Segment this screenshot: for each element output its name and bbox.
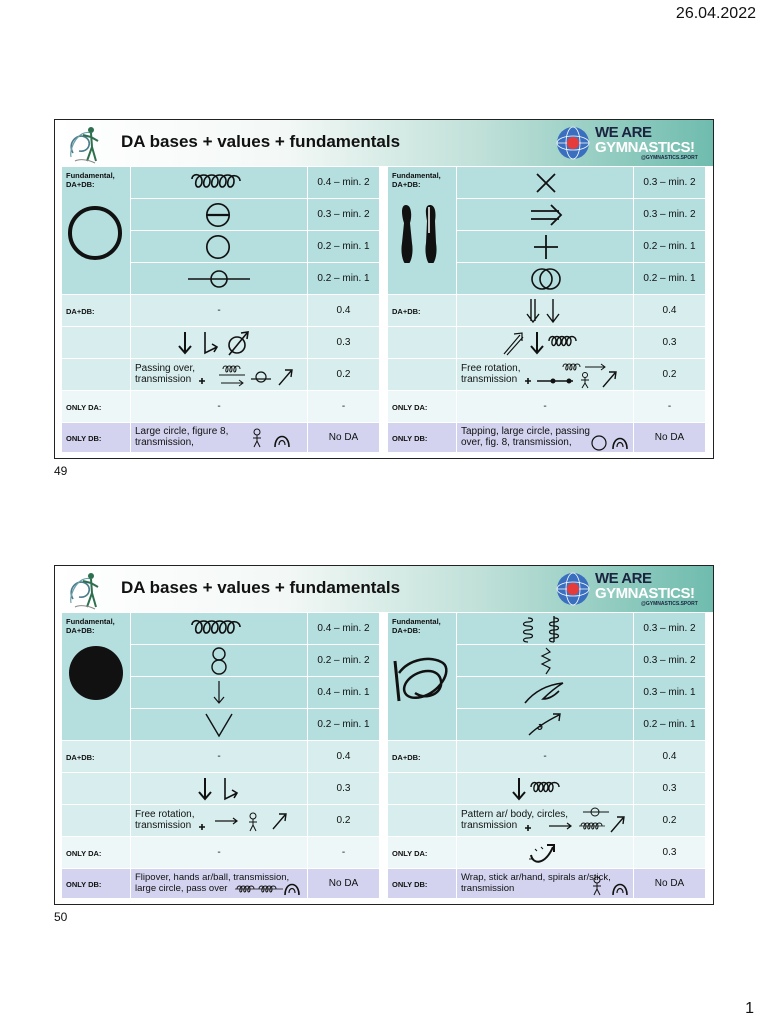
only-db-text: Large circle, figure 8, transmission, — [135, 426, 229, 448]
db-symbols — [589, 429, 635, 451]
logo-line1: WE ARE — [595, 124, 652, 141]
slide-header — [55, 566, 713, 612]
only-db-label: ONLY DB: — [66, 880, 102, 889]
value-cell: 0.2 – min. 1 — [643, 719, 696, 730]
value-cell: 0.2 – min. 1 — [317, 241, 370, 252]
value-cell: 0.4 — [662, 751, 677, 762]
dadb-label: DA+DB: — [392, 307, 421, 316]
panel-ball — [62, 613, 380, 899]
throw-rotations-icons — [509, 775, 573, 803]
only-db-text: Wrap, stick ar/hand, spirals ar/stick, transmission — [461, 872, 611, 894]
db-symbols — [233, 875, 309, 897]
dash: - — [543, 751, 547, 762]
rotations-icon — [188, 171, 248, 195]
only-db-text: Flipover, hands ar/ball, transmission, large circle, pass over — [135, 872, 290, 894]
pattern-symbols — [523, 805, 633, 835]
only-db-label: ONLY DB: — [392, 434, 428, 443]
dash: - — [543, 401, 547, 412]
value-cell: 0.3 – min. 2 — [643, 177, 696, 188]
panel-ribbon — [388, 613, 706, 899]
value-cell: 0.3 — [662, 847, 677, 858]
echappe-icon — [525, 711, 565, 739]
cross-icon — [534, 171, 558, 195]
only-da-label: ONLY DA: — [66, 403, 102, 412]
value-cell: 0.4 – min. 2 — [317, 177, 370, 188]
value-cell: 0.2 – min. 1 — [317, 273, 370, 284]
passing-symbols — [197, 363, 297, 389]
value-cell: - — [341, 847, 346, 858]
fundamental-label: Fundamental, DA+DB: — [392, 171, 441, 189]
rotation-text: Free rotation, transmission — [461, 363, 521, 385]
value-cell: 0.2 — [336, 369, 351, 380]
value-cell: 0.3 – min. 1 — [643, 687, 696, 698]
globe-icon — [555, 125, 591, 161]
only-db-text: Tapping, large circle, passing over, fig. 8, transmission, — [461, 426, 590, 448]
fig-gymnast-logo-icon — [65, 569, 105, 611]
fig-gymnast-logo-icon — [65, 123, 105, 165]
throw-catch-icons — [195, 775, 245, 803]
hoop-rotation-axis-icon — [204, 201, 232, 229]
we-are-gymnastics-logo — [555, 569, 705, 609]
logo-line2: GYMNASTICS! — [595, 585, 695, 602]
logo-line3: @GYMNASTICS.SPORT — [641, 155, 698, 161]
slide-title: DA bases + values + fundamentals — [121, 578, 401, 597]
double-down-arrow-icon — [525, 297, 565, 325]
only-db-label: ONLY DB: — [66, 434, 102, 443]
value-cell: 0.3 – min. 2 — [643, 209, 696, 220]
value-cell: 0.2 – min. 2 — [317, 655, 370, 666]
logo-line1: WE ARE — [595, 570, 652, 587]
value-cell: 0.4 — [336, 751, 351, 762]
rotation-symbols — [197, 807, 297, 835]
slide-title: DA bases + values + fundamentals — [121, 132, 401, 151]
value-cell: - — [667, 401, 672, 412]
value-cell: 0.4 – min. 2 — [317, 623, 370, 634]
value-cell: 0.2 — [336, 815, 351, 826]
dash: - — [217, 751, 221, 762]
figure-eight-icon — [209, 646, 229, 676]
value-cell: 0.4 — [662, 305, 677, 316]
value-cell: 0.3 — [336, 783, 351, 794]
throw-catch-icons — [501, 329, 593, 357]
fundamental-label: Fundamental, DA+DB: — [66, 171, 115, 189]
rotations-icon — [188, 617, 248, 641]
dadb-label: DA+DB: — [392, 753, 421, 762]
value-cell: 0.3 — [662, 337, 677, 348]
value-cell: 0.2 — [662, 815, 677, 826]
value-cell: - — [341, 401, 346, 412]
value-cell: 0.2 — [662, 369, 677, 380]
slide-50 — [54, 565, 714, 905]
mills-icon — [528, 265, 564, 293]
fundamental-label: Fundamental, DA+DB: — [66, 617, 115, 635]
value-cell: No DA — [328, 432, 359, 443]
only-da-label: ONLY DA: — [66, 849, 102, 858]
value-cell: 0.3 — [336, 337, 351, 348]
value-cell: No DA — [328, 878, 359, 889]
plus-icon — [532, 233, 560, 261]
globe-icon — [555, 571, 591, 607]
db-symbols — [243, 427, 303, 449]
hoop-roll-icon — [204, 233, 232, 261]
pattern-text: Pattern ar/ body, circles, transmission — [461, 809, 569, 831]
value-cell: 0.2 – min. 1 — [643, 273, 696, 284]
only-da-label: ONLY DA: — [392, 403, 428, 412]
value-cell: 0.2 – min. 1 — [317, 719, 370, 730]
value-cell: No DA — [654, 878, 685, 889]
we-are-gymnastics-logo — [555, 123, 705, 163]
spirals-icon — [520, 614, 570, 644]
dash: - — [217, 305, 221, 316]
rebound-icon — [204, 711, 234, 739]
passing-text: Passing over, transmission — [135, 363, 196, 385]
slide-number: 50 — [54, 910, 68, 924]
bounce-icon — [209, 679, 229, 707]
value-cell: 0.3 – min. 2 — [643, 623, 696, 634]
only-da-label: ONLY DA: — [392, 849, 428, 858]
panel-clubs — [388, 167, 706, 453]
slide-header — [55, 120, 713, 166]
boomerang-icon — [523, 679, 567, 707]
only-db-label: ONLY DB: — [392, 880, 428, 889]
double-arrow-icon — [529, 203, 565, 227]
hoop-horizontal-icon — [184, 267, 254, 291]
rotation-text: Free rotation, transmission — [135, 809, 195, 831]
value-cell: 0.4 — [336, 305, 351, 316]
value-cell: No DA — [654, 432, 685, 443]
dadb-label: DA+DB: — [66, 307, 95, 316]
logo-line3: @GYMNASTICS.SPORT — [641, 601, 698, 607]
slide-number: 49 — [54, 464, 68, 478]
slide-49 — [54, 119, 714, 459]
dadb-label: DA+DB: — [66, 753, 95, 762]
fundamental-label: Fundamental, DA+DB: — [392, 617, 441, 635]
value-cell: 0.4 – min. 1 — [317, 687, 370, 698]
value-cell: 0.3 – min. 2 — [643, 655, 696, 666]
page-number: 1 — [745, 1000, 754, 1017]
snakes-icon — [536, 646, 556, 676]
rotation-symbols — [523, 361, 623, 389]
db-symbols — [585, 875, 635, 897]
throw-catch-icons — [175, 329, 265, 357]
document-date: 26.04.2022 — [675, 5, 756, 22]
ribbon-throw-icon — [527, 839, 561, 867]
panel-hoop — [62, 167, 380, 453]
logo-line2: GYMNASTICS! — [595, 139, 695, 156]
dash: - — [217, 401, 221, 412]
value-cell: 0.2 – min. 1 — [643, 241, 696, 252]
dash: - — [217, 847, 221, 858]
value-cell: 0.3 – min. 2 — [317, 209, 370, 220]
value-cell: 0.3 — [662, 783, 677, 794]
